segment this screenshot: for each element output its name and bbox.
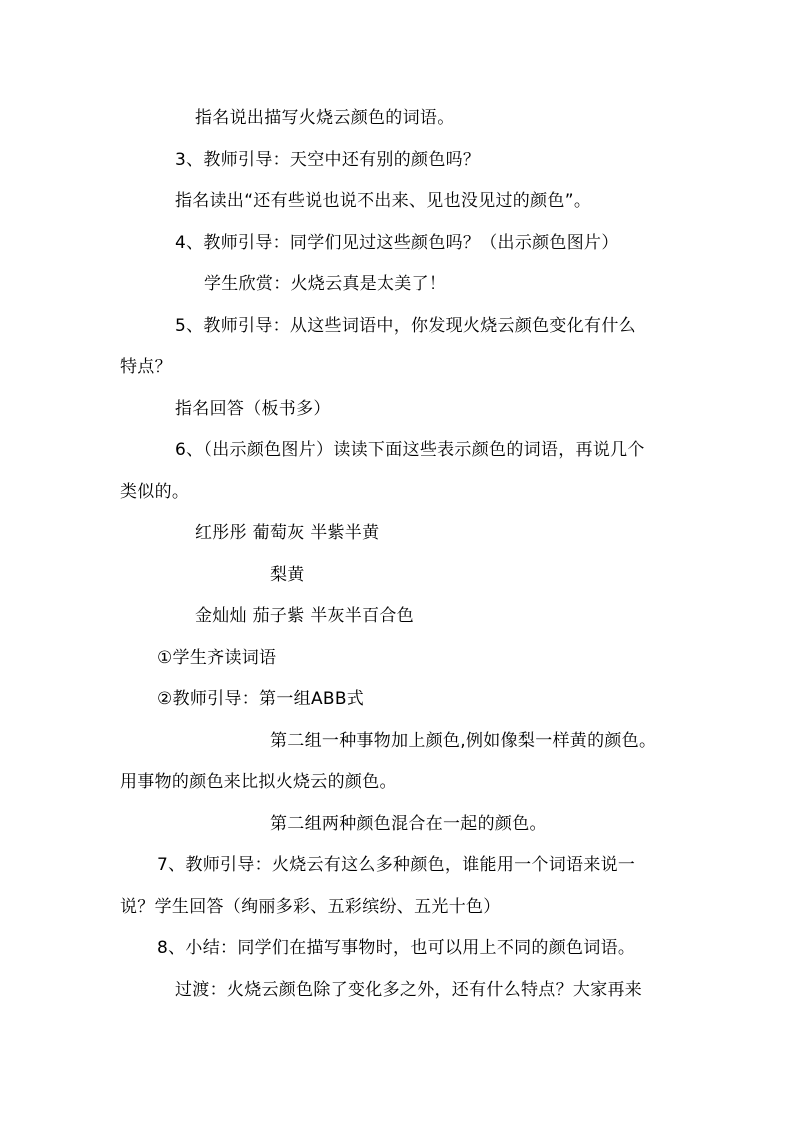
text-line: 第二组一种事物加上颜色,例如像梨一样黄的颜色。	[270, 731, 657, 751]
text-line: 红彤彤 葡萄灰 半紫半黄	[195, 523, 380, 543]
text-line: 8、小结：同学们在描写事物时，也可以用上不同的颜色词语。	[157, 938, 636, 958]
text-line: 类似的。	[120, 482, 190, 502]
text-line: 4、教师引导：同学们见过这些颜色吗？（出示颜色图片）	[175, 233, 619, 253]
text-line: 特点？	[120, 357, 172, 377]
text-line: 指名说出描写火烧云颜色的词语。	[195, 108, 455, 128]
text-line: 学生欣赏：火烧云真是太美了！	[204, 274, 447, 294]
text-line: 6、（出示颜色图片）读读下面这些表示颜色的词语，再说几个	[175, 440, 645, 460]
text-line: 3、教师引导：天空中还有别的颜色吗？	[175, 150, 481, 170]
text-line: 金灿灿 茄子紫 半灰半百合色	[195, 606, 415, 626]
text-line: 梨黄	[270, 565, 305, 585]
text-line: ②教师引导：第一组ABB式	[157, 689, 365, 709]
text-line: 指名读出“还有些说也说不出来、见也没见过的颜色”。	[175, 191, 592, 211]
text-line: 用事物的颜色来比拟火烧云的颜色。	[120, 772, 397, 792]
text-line: ①学生齐读词语	[157, 648, 277, 668]
text-line: 7、教师引导：火烧云有这么多种颜色，谁能用一个词语来说一	[157, 855, 636, 875]
text-line: 指名回答（板书多）	[175, 399, 331, 419]
text-line: 5、教师引导：从这些词语中，你发现火烧云颜色变化有什么	[175, 316, 636, 336]
text-line: 说？学生回答（绚丽多彩、五彩缤纷、五光十色）	[120, 897, 501, 917]
text-line: 过渡：火烧云颜色除了变化多之外，还有什么特点？大家再来	[175, 980, 643, 1000]
text-line: 第二组两种颜色混合在一起的颜色。	[270, 814, 547, 834]
